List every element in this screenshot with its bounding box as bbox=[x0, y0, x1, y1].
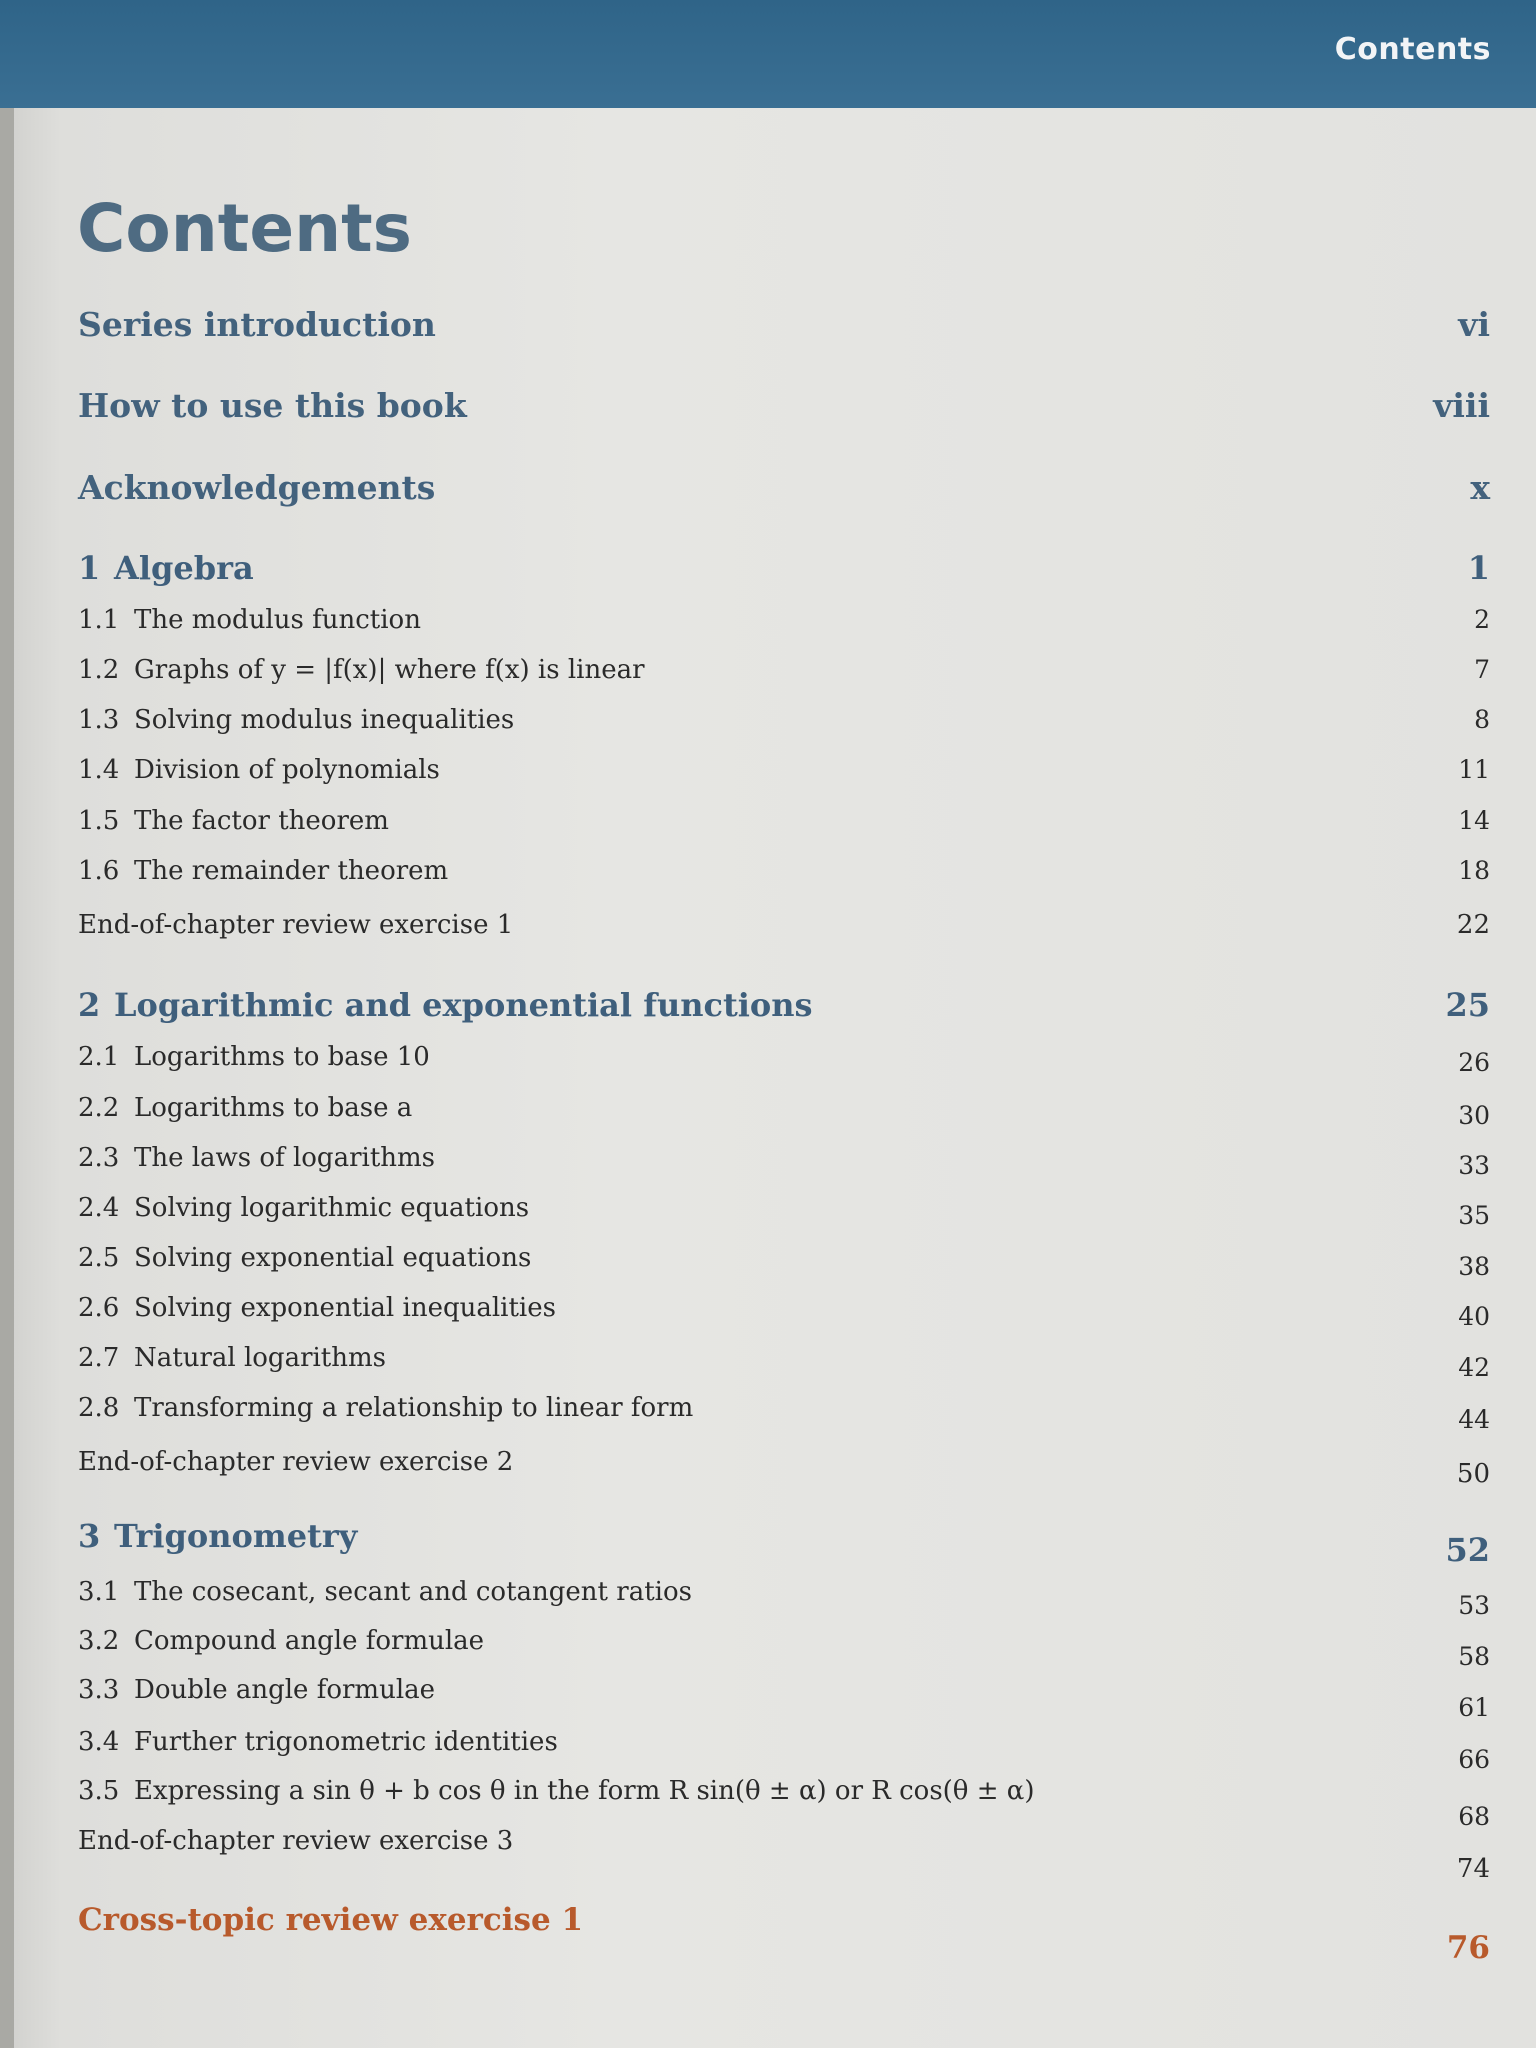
section-page: 53 bbox=[1458, 1591, 1490, 1620]
toc-cross-topic-review-1[interactable] bbox=[78, 1902, 1490, 1966]
section-page: 38 bbox=[1458, 1252, 1490, 1281]
toc-entry-page: x bbox=[1470, 468, 1490, 507]
toc-front-how-to-use[interactable] bbox=[78, 386, 1490, 426]
header-band bbox=[0, 0, 1536, 108]
section-number: 2.8 bbox=[78, 1393, 120, 1423]
section-title: Solving modulus inequalities bbox=[134, 705, 515, 735]
section-title: Graphs of y = |f(x)| where f(x) is linear bbox=[134, 655, 645, 685]
toc-entry-title: How to use this book bbox=[78, 386, 467, 425]
section-number: 3.4 bbox=[78, 1727, 120, 1757]
section-title: Logarithms to base 10 bbox=[134, 1042, 430, 1072]
section-number: 2.4 bbox=[78, 1193, 120, 1223]
toc-section-3-1[interactable] bbox=[78, 1577, 1490, 1620]
section-number: 1.5 bbox=[78, 806, 120, 836]
section-title: Solving exponential equations bbox=[134, 1243, 532, 1273]
section-title: The laws of logarithms bbox=[134, 1143, 436, 1173]
page-title: Contents bbox=[77, 190, 412, 267]
section-number: 3.1 bbox=[78, 1577, 120, 1607]
section-number: 2.3 bbox=[78, 1143, 120, 1173]
section-page: 7 bbox=[1474, 655, 1490, 684]
toc-section-3-2[interactable] bbox=[78, 1626, 1490, 1671]
book-spine-shadow bbox=[0, 0, 14, 2048]
toc-review-1[interactable] bbox=[78, 910, 1490, 944]
section-title: Division of polynomials bbox=[134, 755, 440, 785]
section-page: 42 bbox=[1458, 1353, 1490, 1382]
toc-section-2-2[interactable] bbox=[78, 1093, 1490, 1130]
section-number: 1.4 bbox=[78, 755, 120, 785]
toc-section-3-5[interactable] bbox=[78, 1776, 1490, 1831]
section-page: 26 bbox=[1458, 1048, 1490, 1077]
section-number: 1.2 bbox=[78, 655, 120, 685]
toc-section-2-4[interactable] bbox=[78, 1193, 1490, 1230]
section-number: 2.6 bbox=[78, 1293, 120, 1323]
section-number: 3.2 bbox=[78, 1626, 120, 1656]
section-number: 3.3 bbox=[78, 1675, 120, 1705]
section-page: 2 bbox=[1474, 605, 1490, 634]
toc-section-2-3[interactable] bbox=[78, 1143, 1490, 1180]
toc-section-2-7[interactable] bbox=[78, 1343, 1490, 1382]
section-number: 2.7 bbox=[78, 1343, 120, 1373]
review-title: End-of-chapter review exercise 1 bbox=[78, 910, 514, 940]
section-title: Compound angle formulae bbox=[134, 1626, 485, 1656]
section-page: 44 bbox=[1458, 1405, 1490, 1434]
section-page: 14 bbox=[1458, 806, 1490, 835]
section-page: 8 bbox=[1474, 705, 1490, 734]
toc-section-1-1[interactable] bbox=[78, 605, 1490, 639]
section-title: Solving logarithmic equations bbox=[134, 1193, 530, 1223]
toc-section-1-3[interactable] bbox=[78, 705, 1490, 739]
toc-front-series-introduction[interactable] bbox=[78, 305, 1490, 345]
chapter-title: Algebra bbox=[114, 549, 254, 587]
toc-section-2-8[interactable] bbox=[78, 1393, 1490, 1434]
toc-chapter-3[interactable] bbox=[78, 1517, 1490, 1569]
review-page: 74 bbox=[1456, 1854, 1490, 1884]
toc-section-1-5[interactable] bbox=[78, 806, 1490, 840]
chapter-title: Logarithmic and exponential functions bbox=[114, 986, 813, 1024]
toc-section-2-6[interactable] bbox=[78, 1293, 1490, 1331]
cross-topic-page: 76 bbox=[1446, 1930, 1490, 1966]
chapter-page: 52 bbox=[1445, 1531, 1490, 1569]
toc-entry-title: Acknowledgements bbox=[78, 468, 436, 507]
section-title: Transforming a relationship to linear form bbox=[134, 1393, 694, 1423]
section-title: Double angle formulae bbox=[134, 1675, 436, 1705]
section-title: Solving exponential inequalities bbox=[134, 1293, 556, 1323]
section-number: 1.1 bbox=[78, 605, 120, 635]
section-title: The cosecant, secant and cotangent ratios bbox=[134, 1577, 692, 1607]
section-title: Expressing a sin θ + b cos θ in the form R sin(θ ± α) or R cos(θ ± α) bbox=[134, 1776, 1035, 1806]
section-title: The factor theorem bbox=[134, 806, 389, 836]
section-title: The modulus function bbox=[134, 605, 421, 635]
toc-chapter-2[interactable] bbox=[78, 986, 1490, 1026]
bleed-through bbox=[1000, 185, 1010, 220]
section-page: 40 bbox=[1458, 1302, 1490, 1331]
toc-section-2-5[interactable] bbox=[78, 1243, 1490, 1281]
section-number: 2.5 bbox=[78, 1243, 120, 1273]
section-title: Logarithms to base a bbox=[134, 1093, 413, 1123]
review-title: End-of-chapter review exercise 3 bbox=[78, 1826, 514, 1856]
review-page: 50 bbox=[1456, 1459, 1490, 1489]
toc-entry-page: vi bbox=[1458, 305, 1490, 344]
section-page: 58 bbox=[1458, 1642, 1490, 1671]
chapter-page: 25 bbox=[1445, 986, 1490, 1024]
chapter-title: Trigonometry bbox=[114, 1517, 358, 1555]
section-title: Further trigonometric identities bbox=[134, 1727, 558, 1757]
section-number: 1.3 bbox=[78, 705, 120, 735]
section-page: 33 bbox=[1458, 1151, 1490, 1180]
chapter-number: 3 bbox=[78, 1517, 101, 1555]
section-number: 1.6 bbox=[78, 856, 120, 886]
chapter-number: 2 bbox=[78, 986, 101, 1024]
section-number: 2.1 bbox=[78, 1042, 120, 1072]
running-header: Contents bbox=[1334, 32, 1491, 67]
toc-review-2[interactable] bbox=[78, 1447, 1490, 1489]
toc-entry-page: viii bbox=[1433, 386, 1490, 425]
section-page: 66 bbox=[1458, 1745, 1490, 1774]
toc-chapter-1[interactable] bbox=[78, 549, 1490, 589]
toc-section-2-1[interactable] bbox=[78, 1042, 1490, 1076]
chapter-page: 1 bbox=[1467, 549, 1490, 587]
section-page: 11 bbox=[1458, 755, 1490, 784]
review-title: End-of-chapter review exercise 2 bbox=[78, 1447, 514, 1477]
section-page: 68 bbox=[1458, 1802, 1490, 1831]
chapter-number: 1 bbox=[78, 549, 101, 587]
toc-section-3-4[interactable] bbox=[78, 1727, 1490, 1774]
section-title: The remainder theorem bbox=[134, 856, 449, 886]
section-number: 3.5 bbox=[78, 1776, 120, 1806]
toc-section-1-4[interactable] bbox=[78, 755, 1490, 789]
section-page: 30 bbox=[1458, 1101, 1490, 1130]
section-page: 18 bbox=[1458, 856, 1490, 885]
toc-review-3[interactable] bbox=[78, 1826, 1490, 1884]
cross-topic-title: Cross-topic review exercise 1 bbox=[78, 1902, 584, 1938]
section-page: 35 bbox=[1458, 1201, 1490, 1230]
section-page: 61 bbox=[1458, 1693, 1490, 1722]
toc-section-1-6[interactable] bbox=[78, 856, 1490, 890]
section-title: Natural logarithms bbox=[134, 1343, 387, 1373]
toc-front-acknowledgements[interactable] bbox=[78, 468, 1490, 508]
review-page: 22 bbox=[1456, 910, 1490, 940]
section-number: 2.2 bbox=[78, 1093, 120, 1123]
toc-entry-title: Series introduction bbox=[78, 305, 436, 344]
toc-section-3-3[interactable] bbox=[78, 1675, 1490, 1722]
toc-section-1-2[interactable] bbox=[78, 655, 1490, 689]
